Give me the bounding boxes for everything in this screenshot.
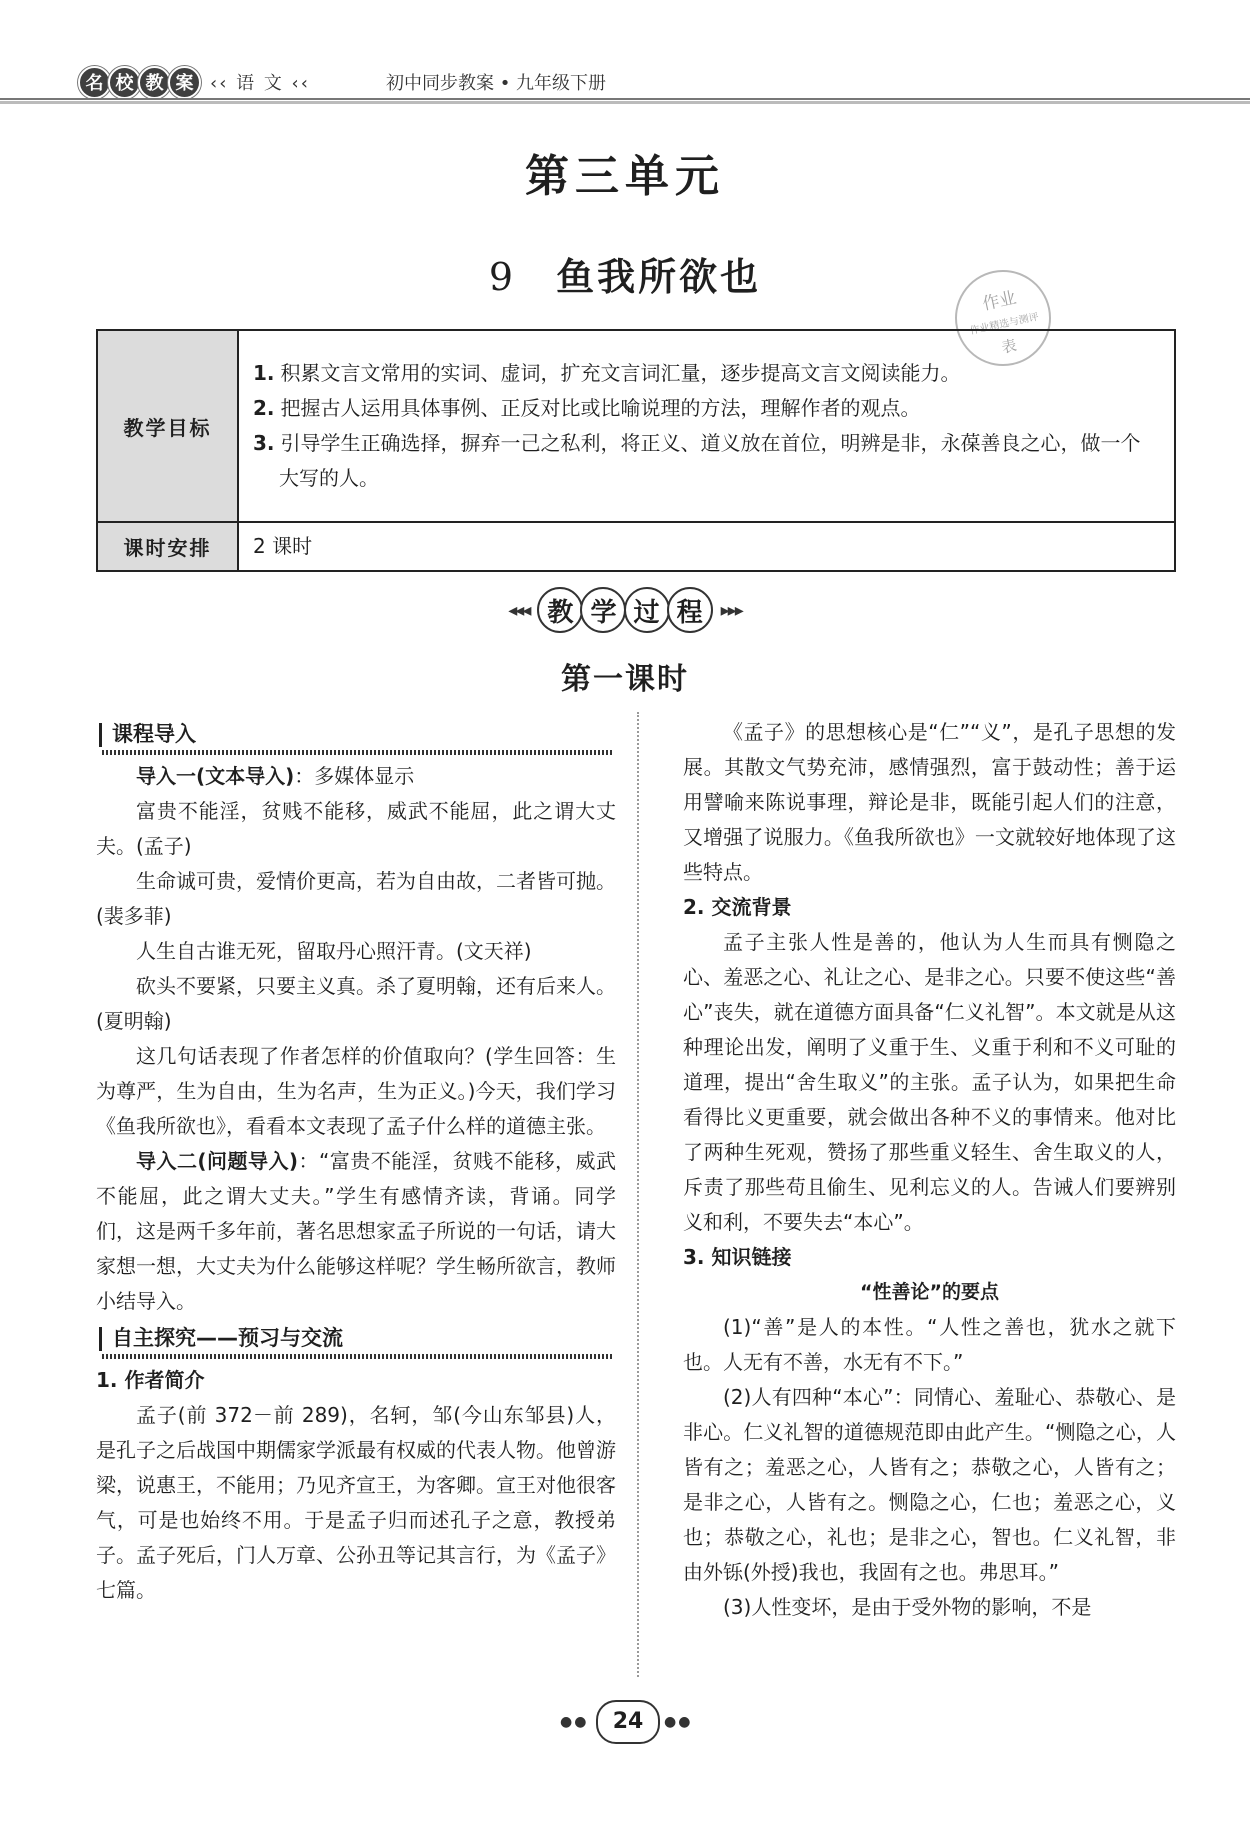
stamp-bottom-text: 表 <box>999 336 1019 357</box>
goal-number: 3. <box>253 431 275 455</box>
goal-item <box>253 391 1160 426</box>
intro2-paragraph <box>96 1144 616 1319</box>
stamp-middle-text: 作业精选与测评 <box>968 311 1040 338</box>
lesson-name: 鱼我所欲也 <box>556 255 762 299</box>
page-number: 24 <box>596 1700 660 1744</box>
right-column <box>683 715 1176 1625</box>
section-heading-explore: 自主探究——预习与交流 <box>96 1321 616 1357</box>
goal-number: 1. <box>253 361 275 385</box>
subject-label: ‹‹ 语 文 ‹‹ <box>210 73 310 94</box>
author-paragraph: 孟子(前 372－前 289)，名轲，邹(今山东邹县)人，是孔子之后战国中期儒家学派最有权威的代表人物。他曾游梁，说惠王，不能用；乃见齐宣王，为客卿。宣王对他很客气，可是也始终不用。于是孟子归而述孔子之意，教授弟子。孟子死后，门人万章、公孙丑等记其言行，为《孟子》七篇。 <box>96 1403 616 1602</box>
intro1-line <box>96 759 616 794</box>
header-divider <box>0 98 1250 104</box>
left-arrows-icon: ◂◂◂ <box>508 599 530 621</box>
goal-number: 2. <box>253 396 275 420</box>
goal-text: 把握古人运用具体事例、正反对比或比喻说理的方法，理解作者的观点。 <box>280 396 921 420</box>
quote: 富贵不能淫，贫贱不能移，威武不能屈，此之谓大丈夫。(孟子) <box>96 799 616 858</box>
author-heading: 1. 作者简介 <box>96 1368 205 1392</box>
decor-dots-right-icon: ●● <box>664 1714 693 1730</box>
brand-char: 教 <box>138 66 171 99</box>
stamp-top-text: 作业 <box>980 288 1019 315</box>
column-divider <box>637 712 639 1677</box>
goal-item <box>253 356 1160 391</box>
series-label: 初中同步教案 • 九年级下册 <box>386 73 607 94</box>
left-column <box>96 715 616 1608</box>
point-item: (1)“善”是人的本性。“人性之善也，犹水之就下也。人无有不善，水无有不下。” <box>683 1315 1176 1374</box>
teaching-goals-table <box>96 329 1176 572</box>
background-heading: 2. 交流背景 <box>683 895 792 919</box>
unit-title: 第三单元 <box>525 151 725 202</box>
background-paragraph: 孟子主张人性是善的，他认为人生而具有恻隐之心、羞恶之心、礼让之心、是非之心。只要不使这些“善心”丧失，就在道德方面具备“仁义礼智”。本文就是从这种理论出发，阐明了义重于生、义重于利和不义可耻的道理，提出“舍生取义”的主张。孟子认为，如果把生命看得比义更重要，就会做出各种不义的事情来。他对比了两种生死观，赞扬了那些重义轻生、舍生取义的人，斥责了那些苟且偷生、见利忘义的人。告诫人们要辨别义和利，不要失去“本心”。 <box>683 930 1176 1234</box>
intro2-rest: ：“富贵不能淫，贫贱不能移，威武不能屈，此之谓大丈夫。”学生有感情齐读，背诵。同学们，这是两千多年前，著名思想家孟子所说的一句话，请大家想一想，大丈夫为什么能够这样呢？学生畅所欲言，教师小结导入。 <box>96 1149 616 1313</box>
mencius-paragraph: 《孟子》的思想核心是“仁”“义”，是孔子思想的发展。其散文气势充沛，感情强烈，富于鼓动性；善于运用譬喻来陈说事理，辩论是非，既能引起人们的注意，又增强了说服力。《鱼我所欲也》一文就较好地体现了这些特点。 <box>683 720 1176 884</box>
decor-dots-left-icon: ●● <box>560 1714 589 1730</box>
intro2-label: 导入二(问题导入) <box>136 1149 299 1173</box>
section-heading-intro: 课程导入 <box>96 717 616 753</box>
lesson-number: 9 <box>488 255 517 299</box>
page-header <box>78 66 1168 98</box>
process-char: 教 <box>537 587 583 633</box>
brand-char: 案 <box>168 66 201 99</box>
knowledge-link-title: “性善论”的要点 <box>860 1281 999 1303</box>
goals-list <box>238 330 1175 522</box>
point-item: (2)人有四种“本心”：同情心、羞耻心、恭敬心、是非心。仁义礼智的道德规范即由此产生。“恻隐之心，人皆有之；羞恶之心，人皆有之；恭敬之心，人皆有之；是非之心，人皆有之。恻隐之心，仁也；羞恶之心，义也；恭敬之心，礼也；是非之心，智也。仁义礼智，非由外铄(外授)我也，我固有之也。弗思耳。” <box>683 1385 1176 1584</box>
intro1-label: 导入一(文本导入) <box>136 764 295 788</box>
goal-text: 引导学生正确选择，摒弃一己之私利，将正义、道义放在首位，明辨是非，永葆善良之心，做一个大写的人。 <box>279 431 1141 490</box>
quote: 砍头不要紧，只要主义真。杀了夏明翰，还有后来人。(夏明翰) <box>96 974 616 1033</box>
quote: 生命诚可贵，爱情价更高，若为自由故，二者皆可抛。(裴多菲) <box>96 869 616 928</box>
period-title: 第一课时 <box>561 662 689 697</box>
process-char: 学 <box>580 587 626 633</box>
brand-char: 名 <box>78 66 111 99</box>
process-char: 过 <box>624 587 670 633</box>
goal-text: 积累文言文常用的实词、虚词，扩充文言词汇量，逐步提高文言文阅读能力。 <box>280 361 961 385</box>
question-paragraph: 这几句话表现了作者怎样的价值取向？(学生回答：生为尊严，生为自由，生为名声，生为正义。)今天，我们学习《鱼我所欲也》，看看本文表现了孟子什么样的道德主张。 <box>96 1044 616 1138</box>
point-item: (3)人性变坏，是由于受外物的影响，不是 <box>723 1595 1092 1619</box>
knowledge-link-heading: 3. 知识链接 <box>683 1245 792 1269</box>
brand-char: 校 <box>108 66 141 99</box>
right-arrows-icon: ▸▸▸ <box>720 599 742 621</box>
goals-label: 教学目标 <box>97 330 238 522</box>
teaching-process-banner <box>0 586 1250 634</box>
goal-item <box>253 426 1160 496</box>
process-char: 程 <box>667 587 713 633</box>
intro1-rest: ：多媒体显示 <box>294 764 415 788</box>
lesson-title <box>0 246 1250 301</box>
schedule-value: 2 课时 <box>238 522 1175 571</box>
brand-logo <box>78 66 310 99</box>
quote: 人生自古谁无死，留取丹心照汗青。(文天祥) <box>136 939 532 963</box>
schedule-label: 课时安排 <box>97 522 238 571</box>
